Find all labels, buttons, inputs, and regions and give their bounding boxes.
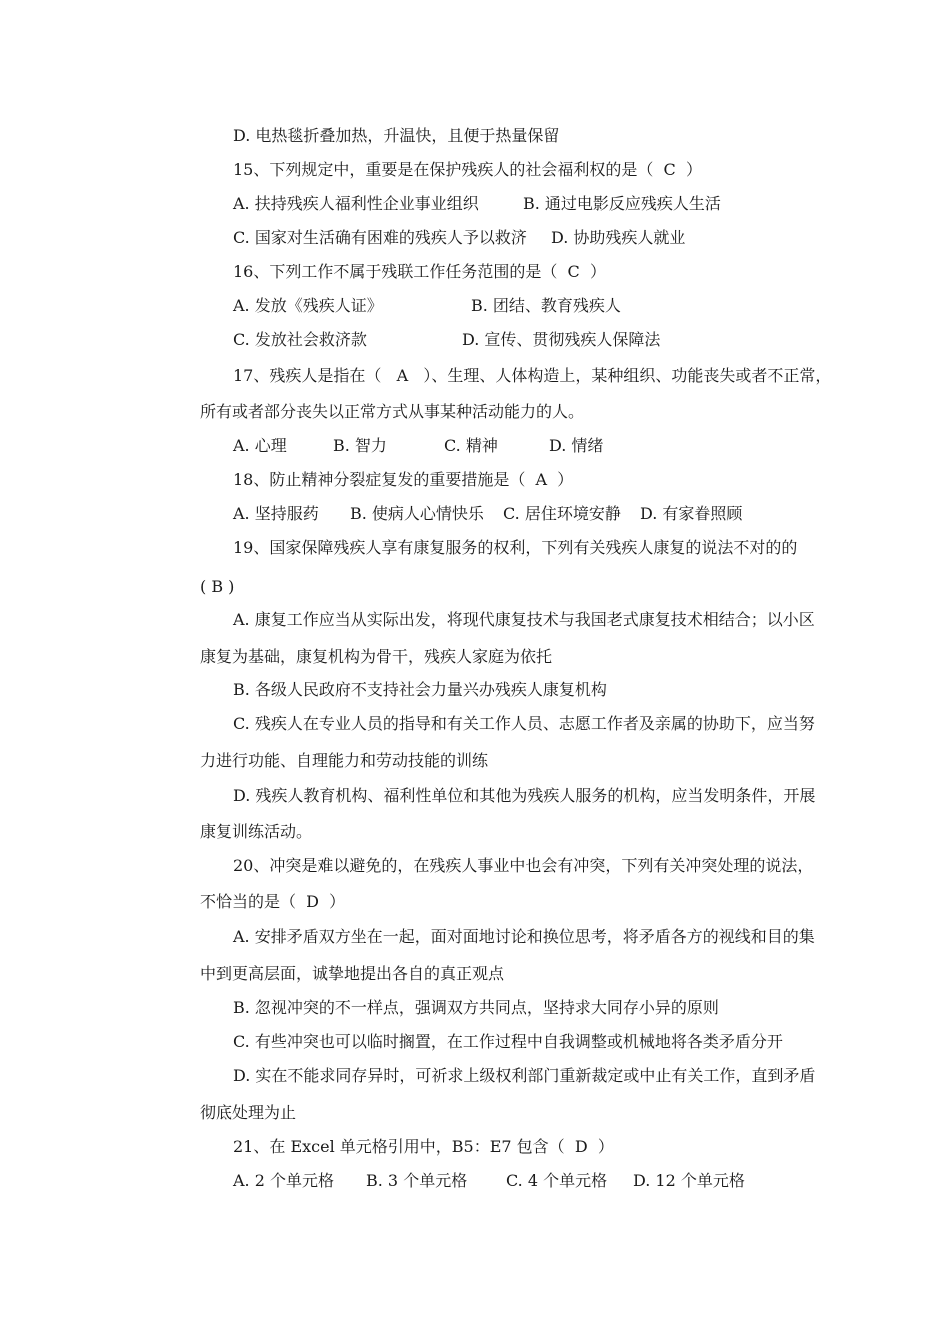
- q19-answer: ( B ): [200, 577, 235, 596]
- q19-option-a-line2: 康复为基础，康复机构为骨干，残疾人家庭为依托: [200, 647, 553, 666]
- q15-option-b: B. 通过电影反应残疾人生活: [523, 194, 721, 213]
- q21-options: [233, 1170, 853, 1302]
- q17-option-a: A. 心理: [233, 436, 287, 455]
- q19-option-c-line2: 力进行功能、自理能力和劳动技能的训练: [200, 751, 489, 770]
- q16-option-c: C. 发放社会救济款: [233, 330, 367, 349]
- q18-stem: 18、防止精神分裂症复发的重要措施是（ A ）: [233, 470, 574, 489]
- q14-option-d: D. 电热毯折叠加热，升温快，且便于热量保留: [233, 126, 560, 145]
- q21-option-c: C. 4 个单元格: [506, 1171, 608, 1190]
- q20-stem-line2: 不恰当的是（ D ）: [200, 892, 346, 911]
- q21-option-b: B. 3 个单元格: [366, 1171, 468, 1190]
- q16-option-d: D. 宣传、贯彻残疾人保障法: [462, 330, 661, 349]
- q20-option-d-line1: D. 实在不能求同存异时，可祈求上级权利部门重新裁定或中止有关工作，直到矛盾: [233, 1066, 816, 1085]
- q19-option-d-line2: 康复训练活动。: [200, 822, 313, 841]
- q17-option-b: B. 智力: [333, 436, 387, 455]
- q20-option-a-line1: A. 安排矛盾双方坐在一起，面对面地讨论和换位思考，将矛盾各方的视线和目的集: [233, 927, 815, 946]
- q18-option-b: B. 使病人心情快乐: [350, 504, 484, 523]
- q18-option-c: C. 居住环境安静: [503, 504, 621, 523]
- q15-stem: 15、下列规定中，重要是在保护残疾人的社会福利权的是（ C ）: [233, 160, 702, 179]
- q19-option-d-line1: D. 残疾人教育机构、福利性单位和其他为残疾人服务的机构，应当发明条件，开展: [233, 786, 816, 805]
- q19-option-c-line1: C. 残疾人在专业人员的指导和有关工作人员、志愿工作者及亲属的协助下，应当努: [233, 714, 815, 733]
- q21-option-d: D. 12 个单元格: [633, 1171, 745, 1190]
- q18-option-d: D. 有家眷照顾: [640, 504, 743, 523]
- q15-option-a: A. 扶持残疾人福利性企业事业组织: [233, 194, 479, 213]
- q16-option-b: B. 团结、教育残疾人: [471, 296, 621, 315]
- q17-stem-line1: 17、残疾人是指在（ A ）、生理、人体构造上，某种组织、功能丧失或者不正常，: [233, 366, 832, 385]
- q15-option-c: C. 国家对生活确有困难的残疾人予以救济: [233, 228, 527, 247]
- q16-stem: 16、下列工作不属于残联工作任务范围的是（ C ）: [233, 262, 606, 281]
- q17-option-c: C. 精神: [444, 436, 498, 455]
- q21-stem: 21、在 Excel 单元格引用中，B5：E7 包含（ D ）: [233, 1137, 614, 1156]
- q20-option-c: C. 有些冲突也可以临时搁置，在工作过程中自我调整或机械地将各类矛盾分开: [233, 1032, 783, 1051]
- q19-option-b: B. 各级人民政府不支持社会力量兴办残疾人康复机构: [233, 680, 607, 699]
- q21-option-a: A. 2 个单元格: [233, 1171, 334, 1190]
- q20-stem-line1: 20、冲突是难以避免的，在残疾人事业中也会有冲突，下列有关冲突处理的说法，: [233, 856, 814, 875]
- q19-stem-line1: 19、国家保障残疾人享有康复服务的权利，下列有关残疾人康复的说法不对的的: [233, 538, 798, 557]
- q20-option-a-line2: 中到更高层面，诚挚地提出各自的真正观点: [200, 964, 505, 983]
- q18-option-a: A. 坚持服药: [233, 504, 319, 523]
- q15-option-d: D. 协助残疾人就业: [551, 228, 686, 247]
- q17-option-d: D. 情绪: [549, 436, 604, 455]
- q19-option-a-line1: A. 康复工作应当从实际出发，将现代康复技术与我国老式康复技术相结合；以小区: [233, 610, 815, 629]
- q16-option-a: A. 发放《残疾人证》: [233, 296, 383, 315]
- q17-stem-line2: 所有或者部分丧失以正常方式从事某种活动能力的人。: [200, 402, 585, 421]
- q20-option-d-line2: 彻底处理为止: [200, 1103, 297, 1122]
- q20-option-b: B. 忽视冲突的不一样点，强调双方共同点，坚持求大同存小异的原则: [233, 998, 719, 1017]
